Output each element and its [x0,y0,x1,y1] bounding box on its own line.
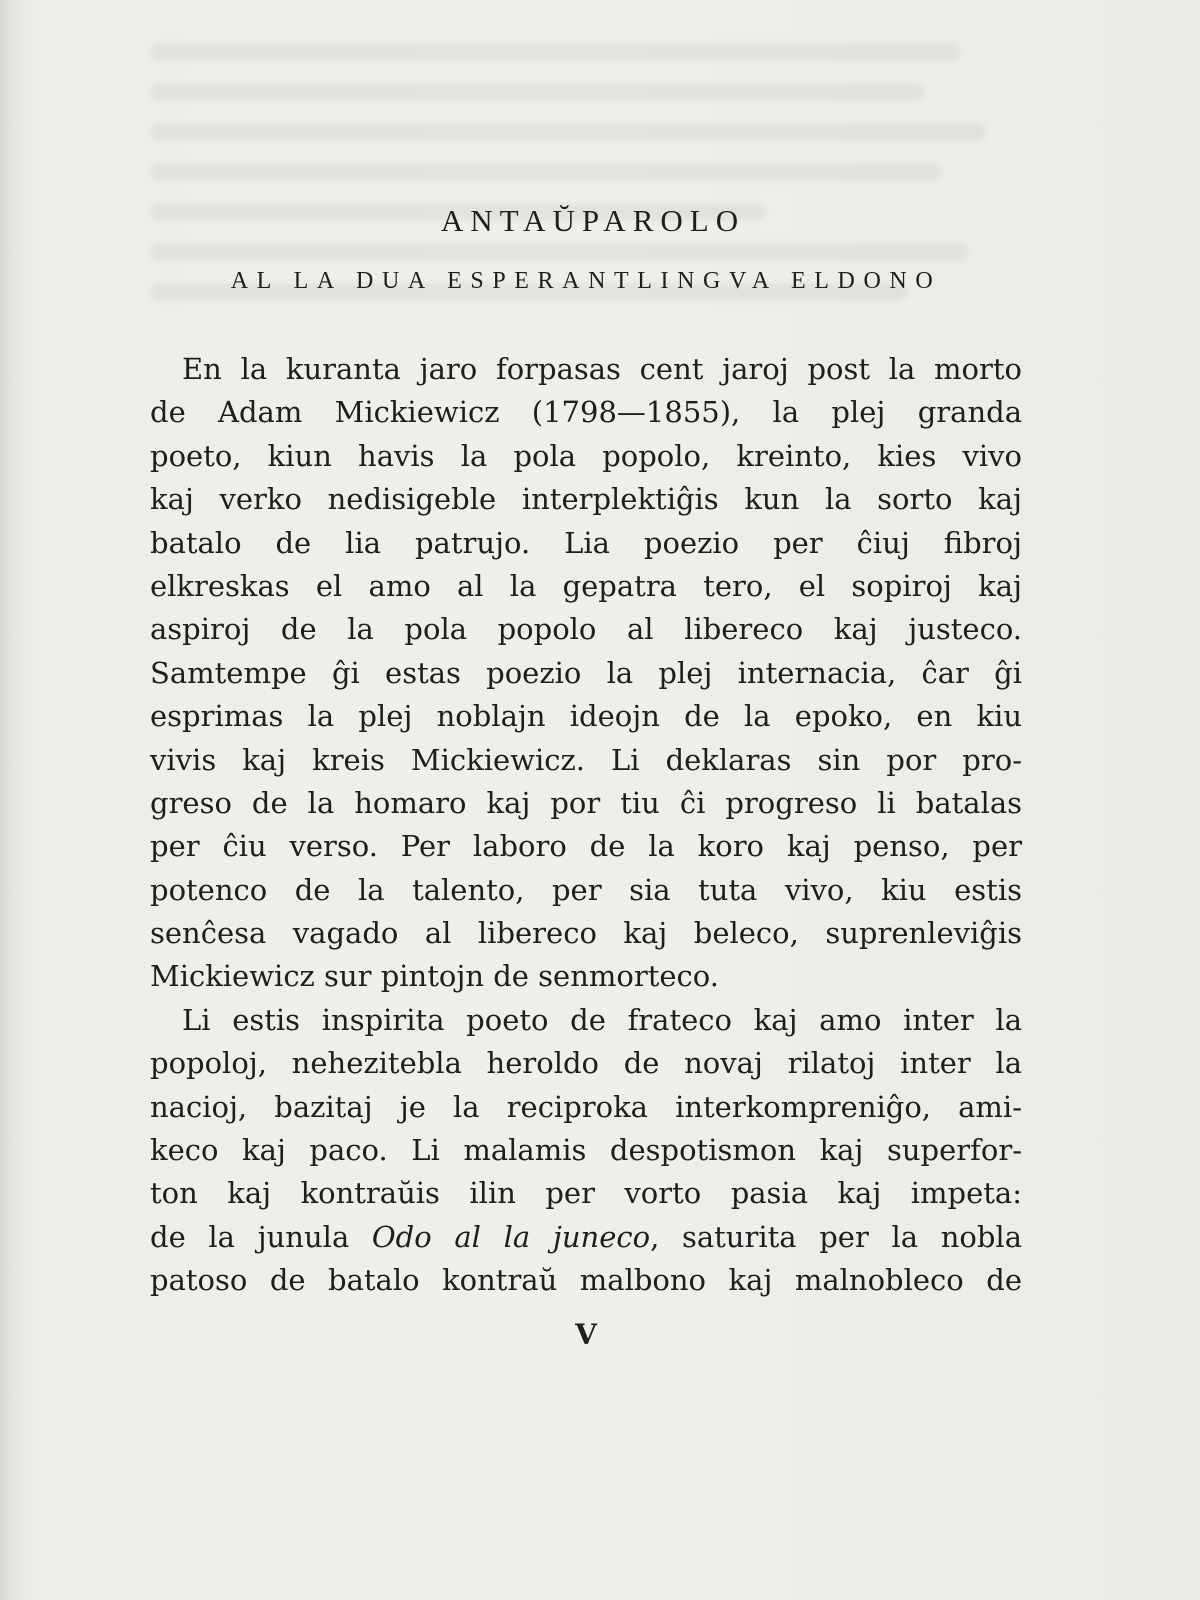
text-line: patoso de batalo kontraŭ malbono kaj malnobleco de [150,1263,1022,1298]
text-line: En la kuranta jaro forpasas cent jaroj post la morto [182,352,1022,386]
text-segment: , saturita per la nobla [650,1219,1022,1254]
text-line: batalo de lia patrujo. Lia poezio per ĉiuj fibroj [150,525,1022,560]
text-line: Li estis inspirita poeto de frateco kaj amo inter la [182,1002,1022,1037]
text-line: potenco de la talento, per sia tuta vivo, kiu estis [150,872,1022,907]
text-line: esprimas la plej noblajn ideojn de la epoko, en kiu [150,699,1022,734]
text-line: keco kaj paco. Li malamis despotismon kaj superfor- [150,1133,1022,1168]
body-text [150,348,1022,1303]
text-segment: de la junula [150,1219,372,1254]
text-line: vivis kaj kreis Mickiewicz. Li deklaras sin por pro- [150,742,1022,777]
text-line: kaj verko nedisigeble interplektiĝis kun la sorto kaj [150,482,1022,517]
chapter-subtitle: AL LA DUA ESPERANTLINGVA ELDONO [230,268,942,294]
show-through-text [150,20,1030,350]
text-line: popoloj, nehezitebla heroldo de novaj rilatoj inter la [150,1046,1022,1081]
text-line: Mickiewicz sur pintojn de senmorteco. [150,959,719,994]
text-line: aspiroj de la pola popolo al libereco kaj justeco. [150,612,1022,647]
text-line: elkreskas el amo al la gepatra tero, el sopiroj kaj [150,568,1022,603]
text-line: poeto, kiun havis la pola popolo, kreinto, kies vivo [150,438,1022,473]
text-line: de Adam Mickiewicz (1798—1855), la plej granda [150,395,1022,430]
text-line: greso de la homaro kaj por tiu ĉi progreso li batalas [150,785,1022,820]
text-line: senĉesa vagado al libereco kaj beleco, suprenleviĝis [150,916,1022,951]
text-line: per ĉiu verso. Per laboro de la koro kaj penso, per [150,829,1022,864]
text-line-with-title [150,1216,1022,1259]
page-number: V [575,1318,597,1351]
text-line: Samtempe ĝi estas poezio la plej internacia, ĉar ĝi [150,655,1022,690]
text-line: ton kaj kontraŭis ilin per vorto pasia kaj impeta: [150,1176,1022,1211]
chapter-title: ANTAŬPAROLO [440,203,746,238]
italic-work-title: Odo al la juneco [371,1219,651,1254]
text-line: nacioj, bazitaj je la reciproka interkompreniĝo, ami- [150,1089,1022,1124]
